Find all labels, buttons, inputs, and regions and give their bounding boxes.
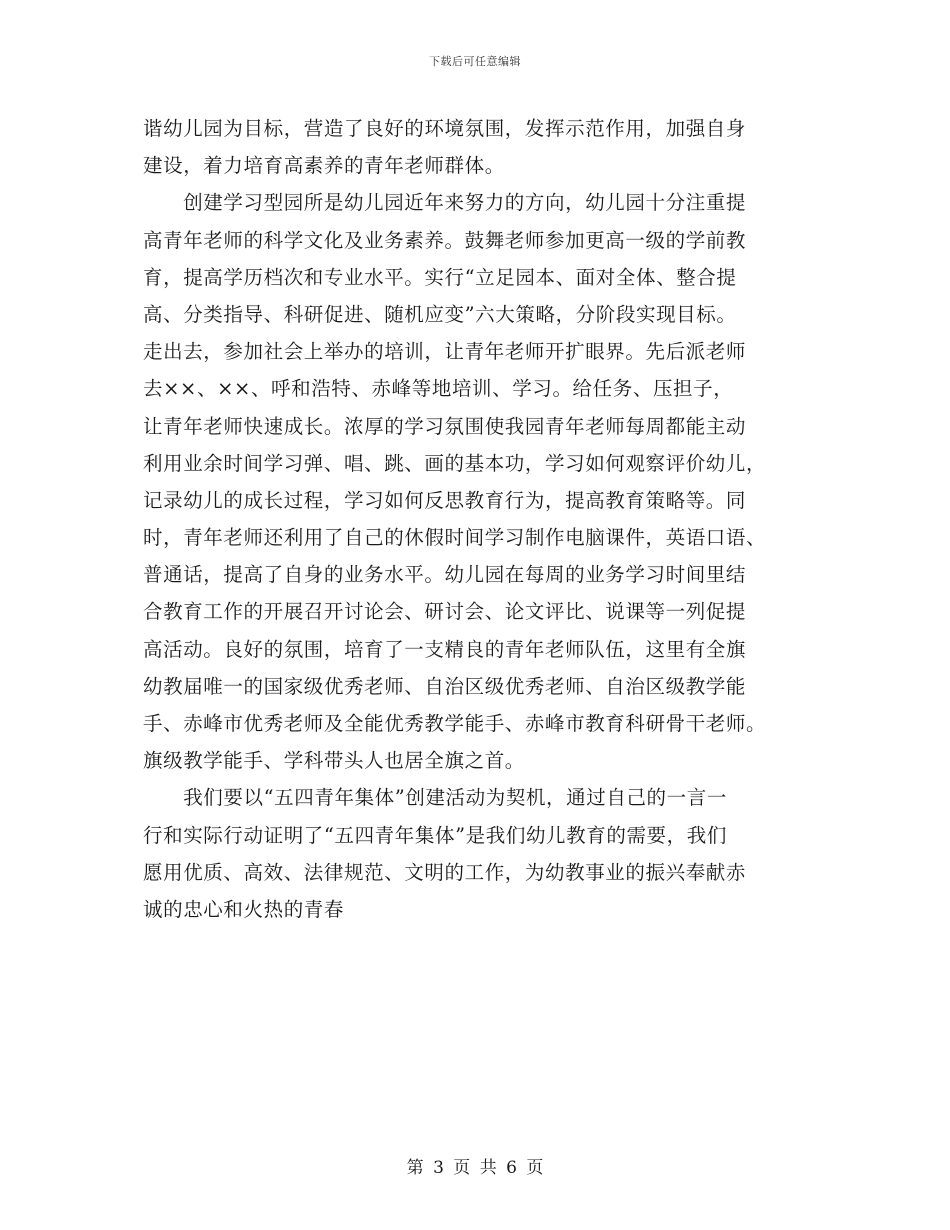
- text-line: 高、分类指导、科研促进、随机应变”六大策略，分阶段实现目标。: [143, 302, 737, 326]
- text-line: 我们要以“五四青年集体”创建活动为契机，通过自己的一言一: [143, 786, 727, 810]
- text-line: 记录幼儿的成长过程，学习如何反思教育行为，提高教育策略等。同: [143, 488, 747, 512]
- text-line: 让青年老师快速成长。浓厚的学习氛围使我园青年老师每周都能主动: [143, 414, 747, 438]
- text-line: 高活动。良好的氛围，培育了一支精良的青年老师队伍，这里有全旗: [143, 637, 747, 661]
- text-line: 合教育工作的开展召开讨论会、研讨会、论文评比、说课等一列促提: [143, 600, 747, 624]
- text-line: 高青年老师的科学文化及业务素养。鼓舞老师参加更高一级的学前教: [143, 228, 747, 252]
- page-header: 下载后可任意编辑: [429, 55, 521, 68]
- text-line: 行和实际行动证明了“五四青年集体”是我们幼儿教育的需要，我们: [143, 823, 727, 847]
- text-line: 旗级教学能手、学科带头人也居全旗之首。: [143, 749, 525, 773]
- text-line: 时，青年老师还利用了自己的休假时间学习制作电脑课件，英语口语、: [143, 526, 767, 550]
- text-line: 育，提高学历档次和专业水平。实行“立足园本、面对全体、整合提: [143, 265, 737, 289]
- text-line: 愿用优质、高效、法律规范、文明的工作，为幼教事业的振兴奉献赤: [143, 860, 747, 884]
- text-line: 诚的忠心和火热的青春: [143, 897, 345, 921]
- text-line: 手、赤峰市优秀老师及全能优秀教学能手、赤峰市教育科研骨干老师。: [143, 712, 767, 735]
- text-line: 普通话，提高了自身的业务水平。幼儿园在每周的业务学习时间里结: [143, 563, 747, 587]
- body-text: [143, 110, 815, 928]
- text-line: 走出去，参加社会上举办的培训，让青年老师开扩眼界。先后派老师: [143, 340, 747, 364]
- text-line: 谐幼儿园为目标，营造了良好的环境氛围，发挥示范作用，加强自身: [143, 117, 747, 140]
- text-line: 建设，着力培育高素养的青年老师群体。: [143, 154, 505, 178]
- page-number: 第 3 页 共 6 页: [406, 1158, 544, 1178]
- text-line: 幼教届唯一的国家级优秀老师、自治区级优秀老师、自治区级教学能: [143, 674, 747, 698]
- text-line: 创建学习型园所是幼儿园近年来努力的方向，幼儿园十分注重提: [143, 191, 747, 215]
- text-line: 利用业余时间学习弹、唱、跳、画的基本功，学习如何观察评价幼儿，: [143, 451, 767, 475]
- text-line: 去××、××、呼和浩特、赤峰等地培训、学习。给任务、压担子，: [143, 377, 734, 401]
